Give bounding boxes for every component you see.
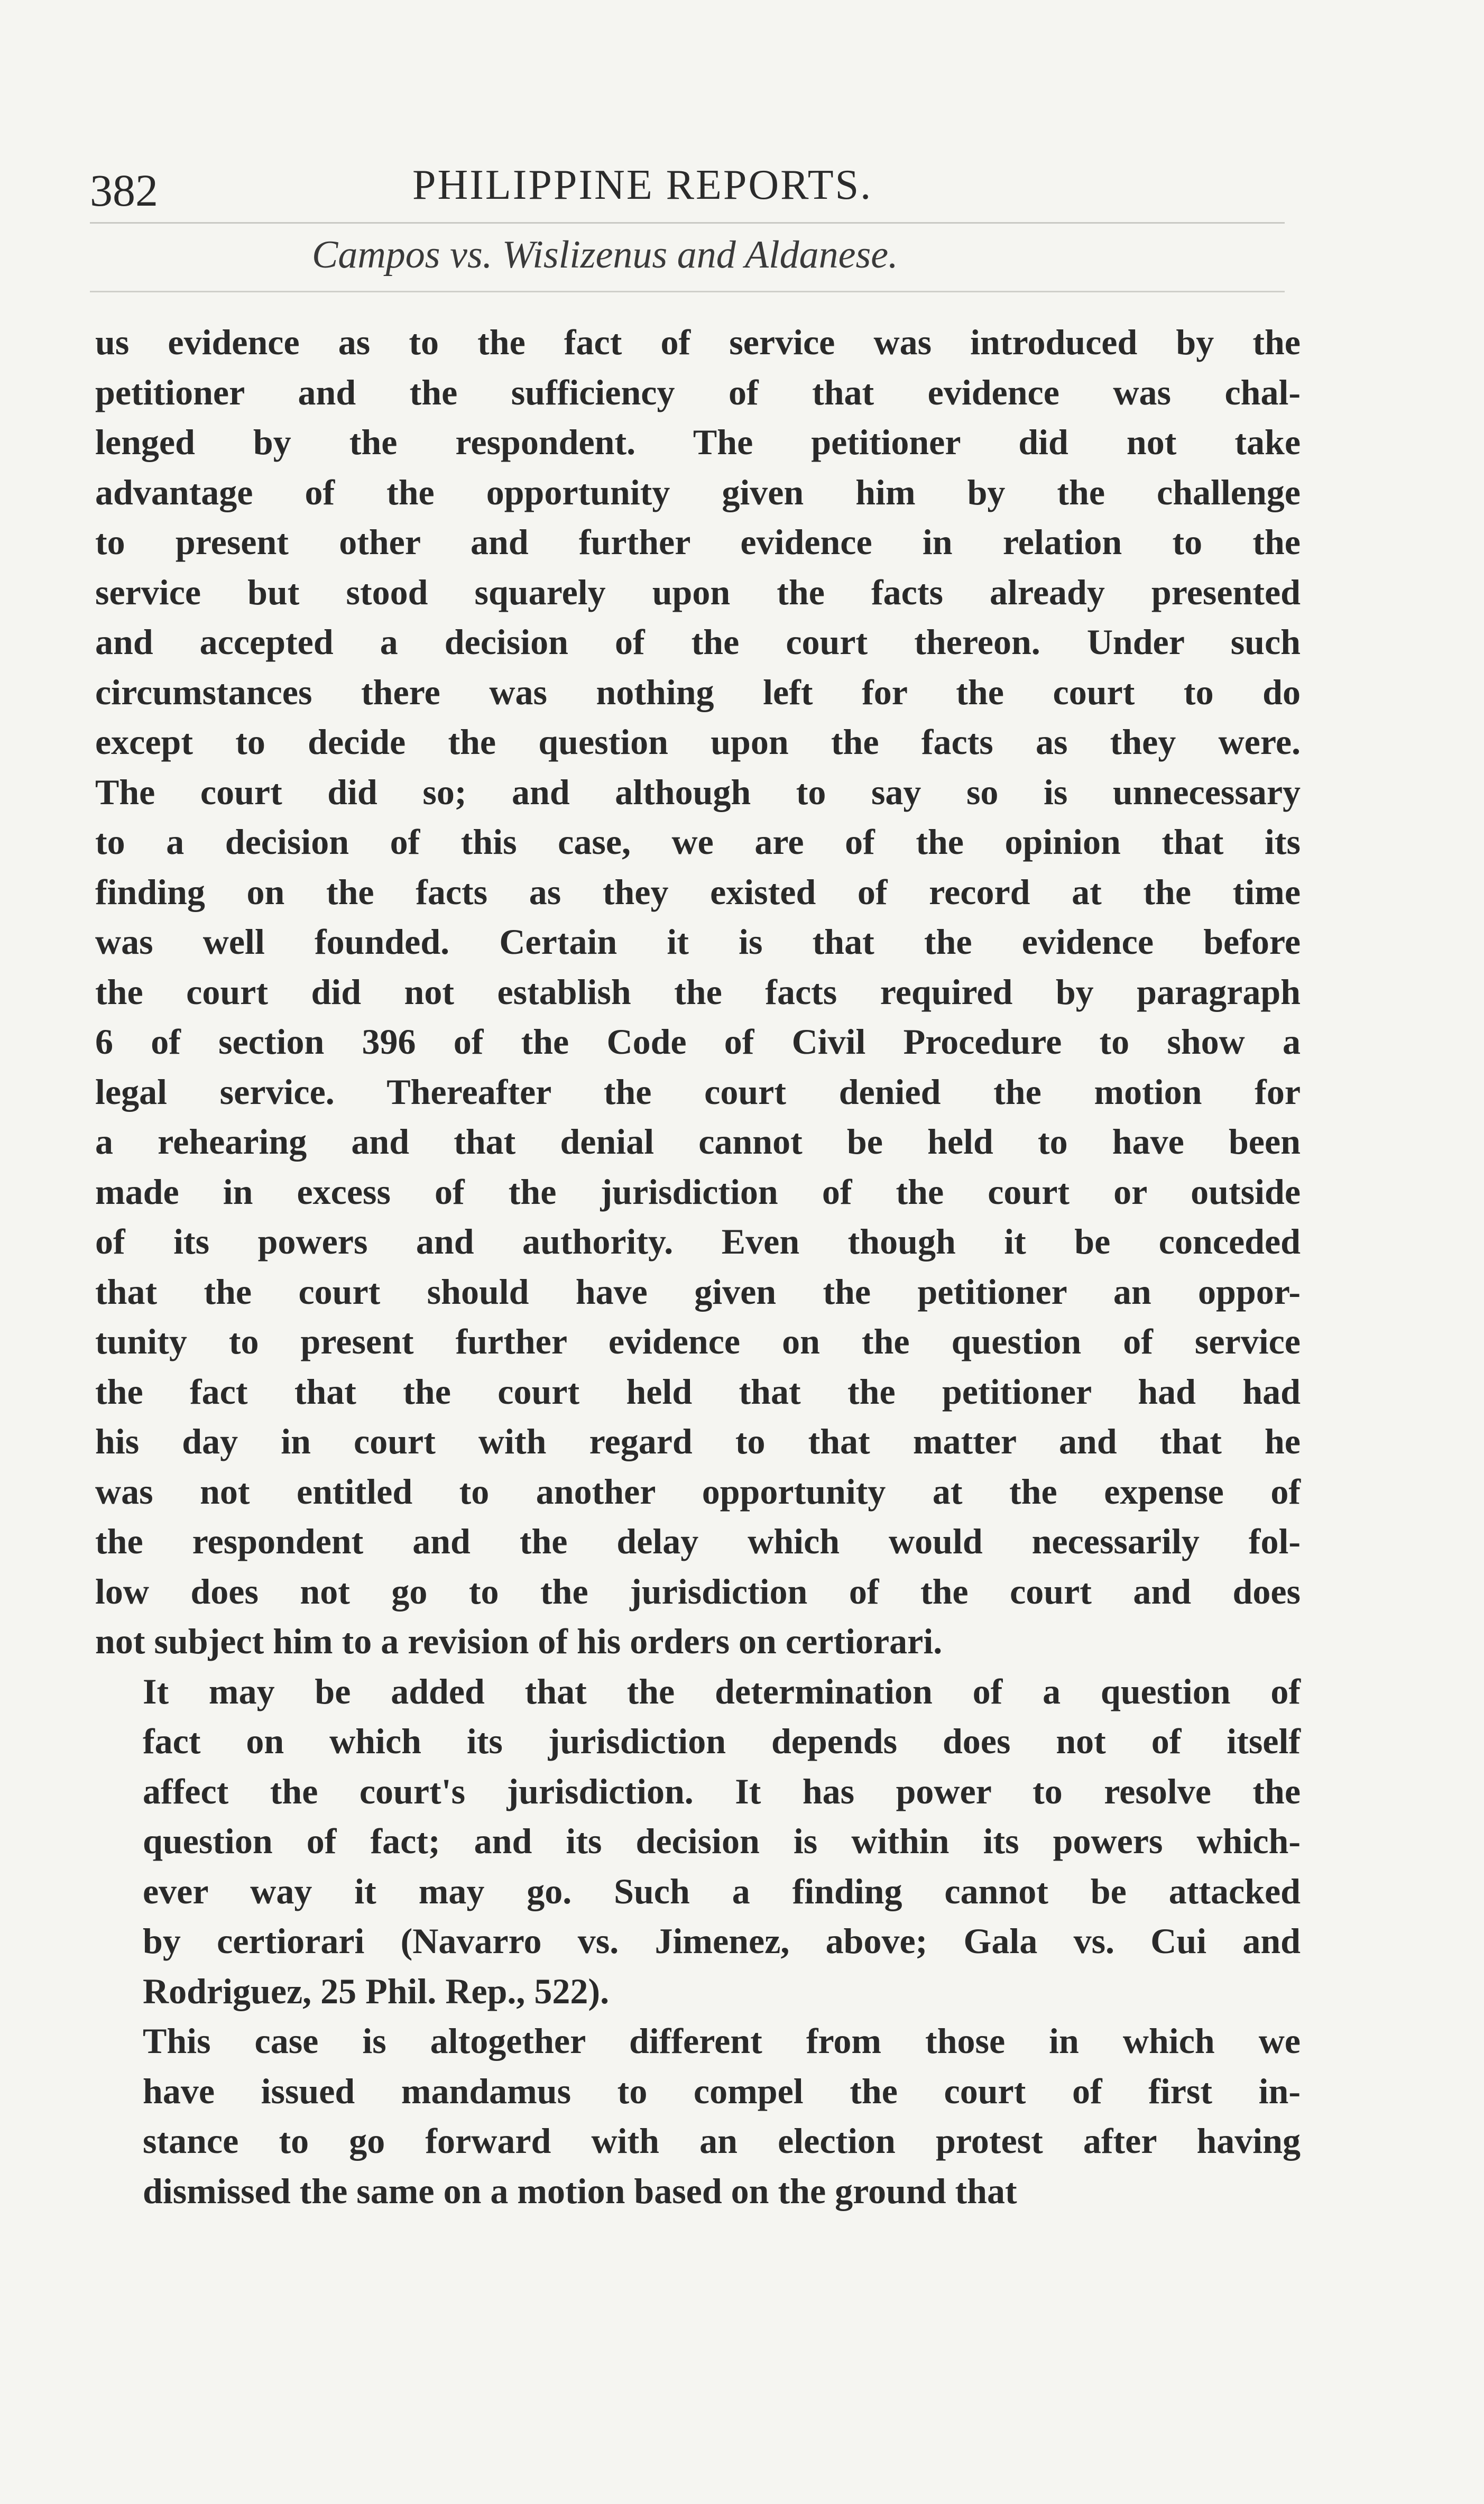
paragraph xyxy=(95,1667,1301,2017)
text-line: 6 of section 396 of the Code of Civil Procedure to show a xyxy=(95,1021,1301,1062)
text-line: us evidence as to the fact of service was introduced by the xyxy=(95,322,1301,362)
text-line: legal service. Thereafter the court denied the motion for xyxy=(95,1071,1301,1112)
text-line: dismissed the same on a motion based on the ground that xyxy=(143,2170,1017,2211)
text-line: finding on the facts as they existed of record at the time xyxy=(95,871,1301,912)
text-line: advantage of the opportunity given him by the challenge xyxy=(95,472,1301,512)
text-line: question of fact; and its decision is within its powers which- xyxy=(143,1821,1301,1861)
text-line: made in excess of the jurisdiction of the court or outside xyxy=(95,1171,1301,1212)
case-title: Campos vs. Wislizenus and Aldanese. xyxy=(312,233,898,277)
text-line: to present other and further evidence in relation to the xyxy=(95,522,1301,562)
text-line: circumstances there was nothing left for the court to do xyxy=(95,671,1301,712)
text-line: a rehearing and that denial cannot be held to have been xyxy=(95,1121,1301,1162)
text-line: It may be added that the determination of a question of xyxy=(143,1671,1301,1711)
text-line: tunity to present further evidence on the question of service xyxy=(95,1321,1301,1361)
text-line: and accepted a decision of the court thereon. Under such xyxy=(95,622,1301,662)
paragraph xyxy=(95,317,1301,1667)
text-line: his day in court with regard to that matter and that he xyxy=(95,1421,1301,1461)
text-line: to a decision of this case, we are of the opinion that its xyxy=(95,822,1301,862)
text-line: by certiorari (Navarro vs. Jimenez, above; Gala vs. Cui and xyxy=(143,1921,1301,1961)
text-line: lenged by the respondent. The petitioner did not take xyxy=(95,422,1301,462)
text-line: fact on which its jurisdiction depends does not of itself xyxy=(143,1721,1301,1761)
text-line: was well founded. Certain it is that the evidence before xyxy=(95,922,1301,962)
text-line: the fact that the court held that the petitioner had had xyxy=(95,1371,1301,1412)
text-line: petitioner and the sufficiency of that evidence was chal- xyxy=(95,372,1301,412)
text-line: have issued mandamus to compel the court of first in- xyxy=(143,2070,1301,2111)
page-header xyxy=(90,159,1295,227)
paragraph xyxy=(95,2016,1301,2216)
text-line: This case is altogether different from those in which we xyxy=(143,2021,1301,2061)
body-text xyxy=(95,317,1301,2216)
text-line: low does not go to the jurisdiction of the court and does xyxy=(95,1571,1301,1612)
text-line: of its powers and authority. Even though it be conceded xyxy=(95,1221,1301,1262)
text-line: service but stood squarely upon the facts already presented xyxy=(95,572,1301,612)
text-line: ever way it may go. Such a finding cannot be attacked xyxy=(143,1871,1301,1911)
page-number: 382 xyxy=(90,165,158,216)
text-line: Rodriguez, 25 Phil. Rep., 522). xyxy=(143,1971,610,2011)
text-line: was not entitled to another opportunity at the expense of xyxy=(95,1471,1301,1512)
text-line: The court did so; and although to say so is unnecessary xyxy=(95,771,1301,812)
text-line: not subject him to a revision of his orders on certiorari. xyxy=(95,1621,943,1661)
header-rule-bottom xyxy=(90,291,1285,292)
text-line: the respondent and the delay which would necessarily fol- xyxy=(95,1521,1301,1561)
header-rule-top xyxy=(90,222,1285,224)
text-line: stance to go forward with an election protest after having xyxy=(143,2121,1301,2161)
text-line: that the court should have given the petitioner an oppor- xyxy=(95,1271,1301,1312)
text-line: except to decide the question upon the facts as they were. xyxy=(95,722,1301,762)
running-title: PHILIPPINE REPORTS. xyxy=(412,162,873,208)
text-line: the court did not establish the facts required by paragraph xyxy=(95,971,1301,1012)
text-line: affect the court's jurisdiction. It has power to resolve the xyxy=(143,1771,1301,1811)
